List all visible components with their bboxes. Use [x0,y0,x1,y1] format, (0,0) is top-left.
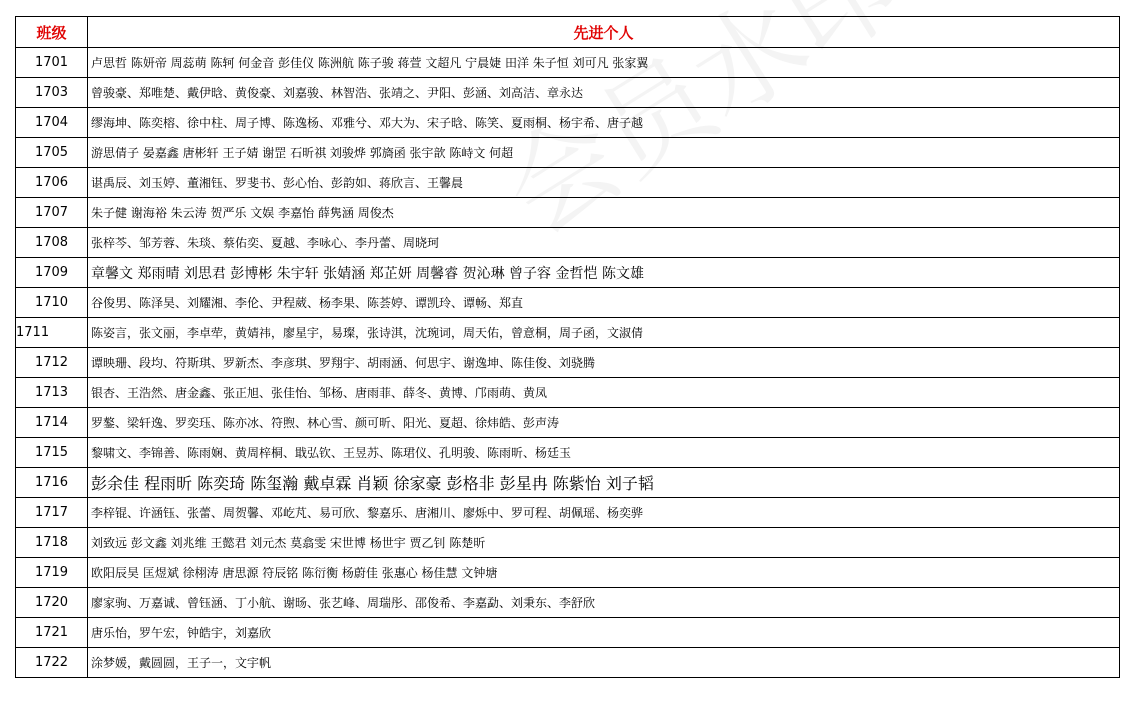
table-row [16,168,1120,198]
names-cell: 银杏、王浩然、唐金鑫、张正旭、张佳怡、邹杨、唐雨菲、薛冬、黄博、邝雨萌、黄凤 [88,378,1120,408]
names-cell: 朱子健 谢海裕 朱云涛 贺严乐 文娱 李嘉怡 薛隽涵 周俊杰 [88,198,1120,228]
names-cell: 李梓锟、许涵钰、张蕾、周贺馨、邓屹芃、易可欣、黎嘉乐、唐湘川、廖烁中、罗可程、胡佩瑶、杨奕骅 [88,498,1120,528]
names-cell: 卢思哲 陈妍帝 周蕊萌 陈轲 何金音 彭佳仪 陈洲航 陈子骏 蒋萱 文超凡 宁晨婕 田洋 朱子恒 刘可凡 张家翼 [88,48,1120,78]
class-cell: 1710 [16,288,88,318]
class-cell: 1701 [16,48,88,78]
table-row [16,78,1120,108]
class-cell: 1711 [16,318,88,348]
class-cell: 1709 [16,258,88,288]
table-row [16,198,1120,228]
names-cell: 游思倩子 晏嘉鑫 唐彬轩 王子婧 谢罡 石昕祺 刘骏烨 郭旖函 张宇歆 陈峙文 何超 [88,138,1120,168]
class-cell: 1715 [16,438,88,468]
table-row [16,408,1120,438]
table-row [16,138,1120,168]
names-cell: 陈姿言，张文丽，李卓荦，黄婧祎，廖星宇，易璨，张诗淇，沈琬词，周天佑，曾意桐，周子函，文淑倩 [88,318,1120,348]
class-cell: 1722 [16,648,88,678]
table-row [16,108,1120,138]
names-cell: 章馨文 郑雨晴 刘思君 彭博彬 朱宇轩 张婧涵 郑芷妍 周馨睿 贺沁琳 曾子容 金哲恺 陈文雄 [88,258,1120,288]
names-cell: 刘致远 彭文鑫 刘兆维 王懿君 刘元杰 莫翕雯 宋世博 杨世宇 贾乙钊 陈楚昕 [88,528,1120,558]
names-cell: 曾骏豪、郑唯楚、戴伊晗、黄俊豪、刘嘉骏、林智浩、张靖之、尹阳、彭涵、刘高洁、章永达 [88,78,1120,108]
table-row [16,468,1120,498]
names-cell: 张梓芩、邹芳蓉、朱琰、蔡佑奕、夏越、李咏心、李丹蕾、周晓珂 [88,228,1120,258]
class-cell: 1717 [16,498,88,528]
table-row [16,558,1120,588]
table-row [16,528,1120,558]
table-row [16,648,1120,678]
table-row [16,588,1120,618]
names-cell: 罗鏊、梁轩逸、罗奕珏、陈亦冰、符煦、林心雪、颜可昕、阳光、夏超、徐炜皓、彭声涛 [88,408,1120,438]
names-cell: 谌禹辰、刘玉婷、董湘钰、罗斐书、彭心怡、彭韵如、蒋欣言、王馨晨 [88,168,1120,198]
table-row [16,228,1120,258]
header-row [16,17,1120,48]
class-cell: 1719 [16,558,88,588]
class-cell: 1706 [16,168,88,198]
class-cell: 1705 [16,138,88,168]
names-cell: 谷俊男、陈泽昊、刘耀湘、李伦、尹程葳、杨李果、陈荟婷、谭凯玲、谭畅、郑直 [88,288,1120,318]
table-row [16,288,1120,318]
names-cell: 欧阳辰昊 匡煜斌 徐栩涛 唐思源 符辰铭 陈衍衡 杨蔚佳 张惠心 杨佳慧 文钟塘 [88,558,1120,588]
names-cell: 廖家驹、万嘉诚、曾钰涵、丁小航、谢旸、张艺峰、周瑞彤、邵俊希、李嘉勐、刘秉东、李舒欣 [88,588,1120,618]
names-cell: 涂梦媛，戴圆圆，王子一，文宇帆 [88,648,1120,678]
table-row [16,258,1120,288]
names-cell: 唐乐怡，罗午宏，钟皓宇，刘嘉欣 [88,618,1120,648]
class-cell: 1703 [16,78,88,108]
table-row [16,318,1120,348]
class-cell: 1721 [16,618,88,648]
class-cell: 1708 [16,228,88,258]
table-row [16,378,1120,408]
table-row [16,438,1120,468]
names-header: 先进个人 [88,17,1120,48]
class-cell: 1714 [16,408,88,438]
names-cell: 缪海坤、陈奕榕、徐中柱、周子博、陈逸杨、邓雅兮、邓大为、宋子晗、陈笑、夏雨桐、杨宇希、唐子越 [88,108,1120,138]
class-cell: 1713 [16,378,88,408]
class-cell: 1704 [16,108,88,138]
class-cell: 1712 [16,348,88,378]
table-row [16,618,1120,648]
honor-table [15,16,1120,678]
class-cell: 1718 [16,528,88,558]
names-cell: 谭映珊、段均、符斯琪、罗新杰、李彦琪、罗翔宇、胡雨涵、何思宇、谢逸坤、陈佳俊、刘骁腾 [88,348,1120,378]
class-cell: 1716 [16,468,88,498]
table-row [16,498,1120,528]
class-cell: 1707 [16,198,88,228]
table-row [16,348,1120,378]
table-row [16,48,1120,78]
class-cell: 1720 [16,588,88,618]
class-header: 班级 [16,17,88,48]
names-cell: 彭余佳 程雨昕 陈奕琦 陈玺瀚 戴卓霖 肖颖 徐家豪 彭格非 彭星冉 陈紫怡 刘子韬 [88,468,1120,498]
names-cell: 黎啸文、李锦善、陈雨娴、黄周梓桐、戢弘钦、王昱苏、陈珺仪、孔明骏、陈雨昕、杨廷玉 [88,438,1120,468]
